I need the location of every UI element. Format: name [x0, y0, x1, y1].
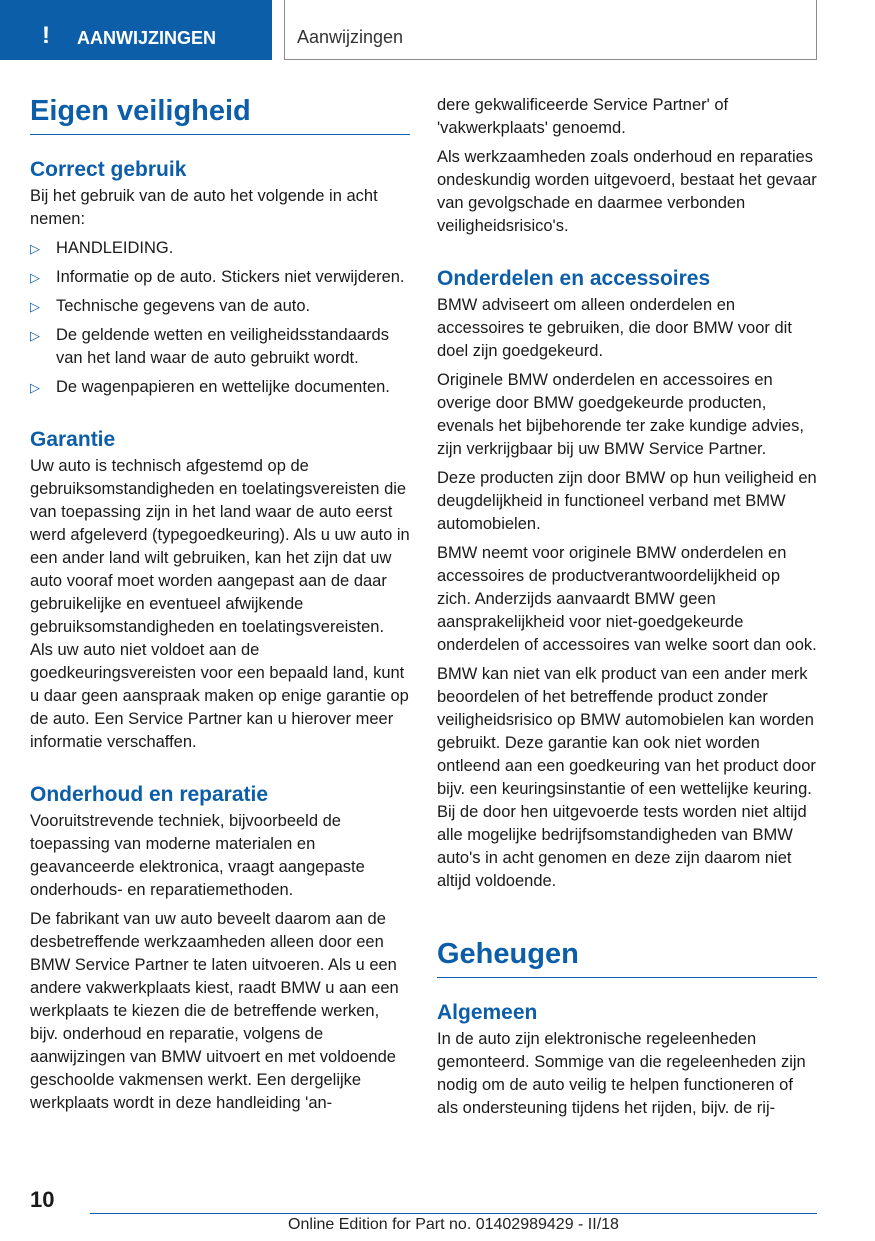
- garantie-text: Uw auto is technisch afgestemd op de gebruiksomstandigheden en toelatingsvereisten die van toepassing zijn in het land waar de auto eerst werd afgeleverd (typegoedkeuring). Als u uw auto in een ander land wilt gebruiken, kan het zijn dat uw auto vooraf moet worden aangepast aan de daar gebruikelijke en eventueel afwijkende gebruiksomstandigheden en toelatingsvereisten. Als uw auto niet voldoet aan de goedkeuringsvereisten voor een bepaald land, kunt u daar geen aanspraak maken op enige garantie op de auto. Een Service Partner kan u hierover meer informatie verschaffen.: [30, 457, 410, 751]
- correct-gebruik-list: [30, 237, 410, 399]
- onderdelen-paragraph-1: BMW adviseert om alleen onderdelen en accessoires te gebruiken, die door BMW voor dit doel zijn goedgekeurd.: [437, 296, 792, 360]
- heading-geheugen: Geheugen: [437, 935, 817, 978]
- triangle-bullet-icon: ▷: [30, 270, 40, 285]
- heading-onderhoud: Onderhoud en reparatie: [30, 783, 269, 806]
- heading-correct-gebruik: Correct gebruik: [30, 158, 187, 181]
- continued-paragraph: dere gekwalificeerde Service Partner' of 'vakwerkplaats' genoemd.: [437, 96, 729, 137]
- list-item: ▷ De geldende wetten en veiligheidsstandaards van het land waar de auto gebruikt wordt.: [30, 326, 389, 367]
- triangle-bullet-icon: ▷: [30, 241, 40, 256]
- heading-eigen-veiligheid: Eigen veiligheid: [30, 92, 410, 135]
- onderdelen-paragraph-3: Deze producten zijn door BMW op hun veiligheid en deugdelijkheid in functioneel verband met BMW automobielen.: [437, 469, 817, 533]
- onderdelen-paragraph-2: Originele BMW onderdelen en accessoires en overige door BMW goedgekeurde producten, evenals het bijbehorende ter zake kundige advies, zijn verkrijgbaar bij uw BMW Service Partner.: [437, 371, 804, 458]
- list-item: ▷ Technische gegevens van de auto.: [30, 295, 410, 318]
- onderdelen-paragraph-5: BMW kan niet van elk product van een ander merk beoordelen of het betreffende product zonder veiligheidsrisico op BMW automobielen kan worden gebruikt. Deze garantie kan ook niet worden ontleend aan een goedkeuring van het product door bijv. een keuringsinstantie of een wettelijke keuring. Bij de door hen uitgevoerde tests worden niet altijd alle mogelijke bedrijfsomstandigheden van BMW auto's in acht genomen en deze zijn daarom niet altijd voldoende.: [437, 665, 816, 890]
- chapter-title: Aanwijzingen: [297, 27, 404, 47]
- heading-algemeen: Algemeen: [437, 1001, 538, 1024]
- algemeen-text: In de auto zijn elektronische regeleenheden gemonteerd. Sommige van die regeleenheden zijn nodig om de auto veilig te helpen functioneren of als ondersteuning tijdens het rijden, bijv. de rij-: [437, 1030, 806, 1117]
- triangle-bullet-icon: ▷: [30, 380, 40, 395]
- chapter-header: [284, 0, 817, 60]
- list-item: ▷ HANDLEIDING.: [30, 237, 410, 260]
- heading-garantie: Garantie: [30, 428, 116, 451]
- section-tab: [0, 0, 272, 60]
- onderhoud-paragraph-2: De fabrikant van uw auto beveelt daarom aan de desbetreffende werkzaamheden alleen door een BMW Service Partner te laten uitvoeren. Als u een andere vakwerkplaats kiest, raadt BMW u aan een werkplaats te kiezen die de betreffende werken, bijv. onderhoud en reparatie, volgens de aanwijzingen van BMW uitvoert en met voldoende geschoolde vakmensen werkt. Een dergelijke werkplaats wordt in deze handleiding 'an-: [30, 910, 399, 1112]
- correct-gebruik-intro: Bij het gebruik van de auto het volgende in acht nemen:: [30, 187, 378, 228]
- footer-divider: [90, 1213, 817, 1214]
- triangle-bullet-icon: ▷: [30, 328, 40, 343]
- onderhoud-paragraph-3: Als werkzaamheden zoals onderhoud en reparaties ondeskundig worden uitgevoerd, bestaat het gevaar van gevolgschade en daarmee verbonden veiligheidsrisico's.: [437, 148, 817, 235]
- list-item: ▷ Informatie op de auto. Stickers niet verwijderen.: [30, 266, 410, 289]
- right-column: [437, 94, 817, 1126]
- footer-edition: Online Edition for Part no. 01402989429 - II/18: [288, 1216, 619, 1233]
- onderdelen-paragraph-4: BMW neemt voor originele BMW onderdelen en accessoires de productverantwoordelijkheid op zich. Anderzijds aanvaardt BMW geen aansprakelijkheid voor niet-goedgekeurde onderdelen of accessoires van welke soort dan ook.: [437, 544, 817, 654]
- list-item: ▷ De wagenpapieren en wettelijke documenten.: [30, 376, 410, 399]
- onderhoud-paragraph-1: Vooruitstrevende techniek, bijvoorbeeld de toepassing van moderne materialen en geavanceerde elektronica, vraagt aangepaste onderhouds- en reparatiemethoden.: [30, 812, 365, 899]
- page-number: 10: [30, 1187, 55, 1212]
- heading-onderdelen: Onderdelen en accessoires: [437, 267, 711, 290]
- section-label: AANWIJZINGEN: [77, 28, 216, 48]
- triangle-bullet-icon: ▷: [30, 299, 40, 314]
- left-column: [30, 92, 410, 1121]
- warning-icon: !: [42, 22, 50, 49]
